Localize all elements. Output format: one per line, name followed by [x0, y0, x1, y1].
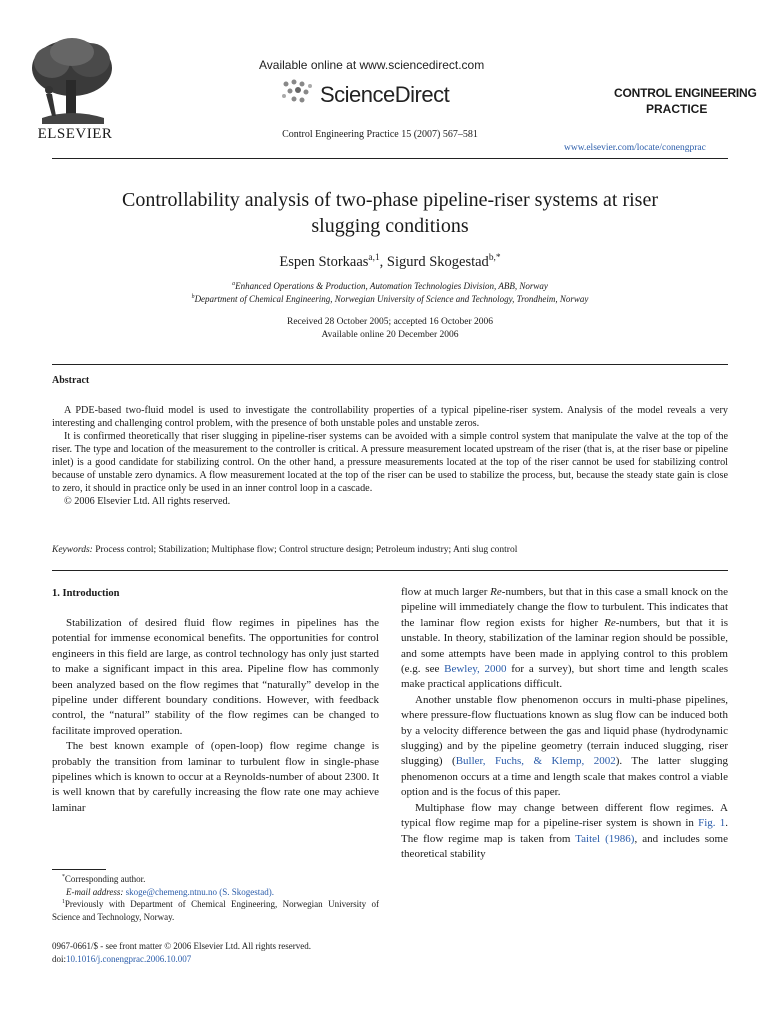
affiliation-a: [40, 281, 740, 291]
intro-paragraph-2: The best known example of (open-loop) flow regime change is probably the transition from laminar to turbulent flow in single-phase pipelines which is known to occur at a Reynolds-number of about 2300. It is well known that by carefully increasing the flow rate one may achieve laminar: [52, 740, 379, 814]
right-paragraph-1: [401, 585, 728, 693]
journal-reference: Control Engineering Practice 15 (2007) 567–581: [282, 129, 478, 140]
text-run: -numbers, but that in this case a small knock on the pipeline will immediately change the flow to turbulent. This indicates that the laminar flow region exists for higher: [401, 586, 728, 629]
keywords-list: Process control; Stabilization; Multiphase flow; Control structure design; Petroleum industry; Anti slug control: [95, 545, 518, 555]
title-rule: [52, 364, 728, 365]
abstract-paragraph-1: A PDE-based two-fluid model is used to investigate the controllability properties of a typical pipeline-riser system. Analysis of the model reveals a very interesting and challenging control problem, with the presence of both unstable poles and unstable zeros.: [52, 405, 728, 429]
reynolds-abbrev: Re: [490, 586, 502, 598]
right-paragraph-2: [401, 693, 728, 801]
author-storkaas: Espen Storkaas: [279, 254, 369, 270]
footnote-corresponding: [52, 873, 379, 886]
footnote-email-label: E-mail address:: [66, 886, 124, 897]
journal-url-link[interactable]: www.elsevier.com/locate/conengprac: [564, 143, 706, 153]
text-run: Multiphase flow may change between different flow regimes. A typical flow regime map for a pipeline-riser system is shown in: [401, 801, 728, 830]
left-column: [52, 616, 379, 816]
footnote-1-text: Previously with Department of Chemical Engineering, Norwegian University of Science and Technology, Norway.: [52, 899, 379, 922]
text-run: flow at much larger: [401, 586, 491, 598]
footnote-star-mark: *: [62, 874, 65, 880]
abstract-copyright: © 2006 Elsevier Ltd. All rights reserved.: [64, 496, 231, 507]
reynolds-abbrev: Re: [604, 616, 616, 629]
keywords-label: Keywords:: [52, 545, 93, 555]
affiliation-a-mark: a: [232, 281, 236, 287]
received-dates: Received 28 October 2005; accepted 16 October 2006: [286, 317, 494, 327]
footer-doi: [52, 954, 191, 964]
author-email-link[interactable]: skoge@chemeng.ntnu.no (S. Skogestad).: [125, 886, 274, 897]
citation-bewley-2000[interactable]: Bewley, 2000: [444, 663, 507, 676]
text-run: ). The latter slugging phenomenon occurs at a time and length scale that makes control a viable option and is the focus of this paper.: [401, 755, 728, 799]
text-run: . The flow regime map is taken from: [401, 817, 728, 845]
author2-affiliation-mark: b,*: [488, 253, 501, 264]
tree-icon: [22, 34, 122, 126]
text-run: -numbers, but that it is unstable. In theory, stabilization of the laminar region should be possible, and some attempts have been made in applying control to this problem (e.g. see: [401, 616, 728, 676]
footnote-rule: [52, 869, 106, 870]
section-heading-introduction: 1. Introduction: [52, 588, 120, 599]
journal-name-line1: CONTROL ENGINEERING: [614, 86, 757, 100]
text-run: Another unstable flow phenomenon occurs in multi-phase pipelines, where pressure-flow fluctuations known as slug flow can be induced both by a velocity difference between the gas and liquid phase (hydrodynamic slugging) and by the pipeline geometry (terrain induced slugging, riser slugging) (: [401, 693, 728, 768]
abstract-rule: [52, 570, 728, 571]
footnotes: [52, 873, 379, 923]
author-separator: ,: [379, 254, 387, 270]
sciencedirect-logo[interactable]: [280, 76, 480, 112]
affiliation-b-text: Department of Chemical Engineering, Norwegian University of Science and Technology, Trondheim, Norway: [194, 294, 589, 304]
text-run: , and includes some theoretical stability: [401, 832, 728, 860]
citation-buller-2002[interactable]: Buller, Fuchs, & Klemp, 2002: [455, 755, 616, 768]
intro-paragraph-1: Stabilization of desired fluid flow regimes in pipelines has the potential for immense economical benefits. The opportunities for control engineers in this field are large, as control technology has only just started to make a significant impact in this area. Pipeline flow has commonly been analyzed based on the flow regimes that “naturally” develop in the pipeline under different boundary conditions. However, with feedback control, the “natural” stability of the flow regimes can be changed to facilitate improved operation.: [52, 617, 379, 737]
elsevier-tree-logo: [22, 34, 122, 126]
authors: [40, 254, 740, 271]
text-run: for a survey), but short time and length scales make practical applications difficult.: [401, 663, 729, 691]
publisher-name: ELSEVIER: [37, 126, 113, 142]
footer-issn: 0967-0661/$ - see front matter © 2006 Elsevier Ltd. All rights reserved.: [52, 941, 312, 951]
journal-name-line2: PRACTICE: [646, 102, 708, 116]
footnote-1: [52, 898, 379, 923]
abstract-paragraph-2: It is confirmed theoretically that riser slugging in pipeline-riser systems can be avoided with a simple control system that manipulate the valve at the top of the riser. The type and location of the measurement to the controller is critical. A pressure measurement located upstream of the riser (that is, at the riser base or pipeline inlet) is a good candidate for stabilizing control. On the other hand, a pressure measurements located at the top of the riser cannot be used for stabilizing control because of unstable zero dynamics. A flow measurement located at the top of the riser can be used to stabilize the process, but, because the steady state gain is close to zero, it should in practice only be used in an inner control loop in a cascade.: [52, 431, 728, 494]
footnote-email: [52, 886, 379, 899]
doi-label: doi:: [52, 954, 67, 964]
author-skogestad: Sigurd Skogestad: [386, 254, 489, 270]
available-online-date: Available online 20 December 2006: [321, 330, 459, 340]
sciencedirect-dots-icon: [280, 78, 316, 108]
figure-1-link[interactable]: Fig. 1: [698, 817, 726, 830]
footnote-1-mark: 1: [62, 899, 65, 905]
doi-link[interactable]: 10.1016/j.conengprac.2006.10.007: [66, 954, 192, 964]
affiliation-b: [40, 294, 740, 304]
article-title-line2: slugging conditions: [311, 215, 469, 237]
right-column: [401, 585, 728, 862]
abstract-heading: Abstract: [52, 375, 90, 386]
author1-affiliation-mark: a,1: [368, 253, 380, 264]
abstract-body: [52, 404, 728, 508]
article-title-line1: Controllability analysis of two-phase pipeline-riser systems at riser: [122, 189, 658, 211]
header-rule: [52, 158, 728, 159]
affiliation-b-mark: b: [191, 294, 195, 300]
footnote-corresponding-text: Corresponding author.: [64, 874, 146, 884]
citation-taitel-1986[interactable]: Taitel (1986): [575, 832, 635, 845]
available-online-text[interactable]: Available online at www.sciencedirect.com: [259, 58, 485, 72]
sciencedirect-brand: ScienceDirect: [320, 82, 450, 107]
keywords-line: [52, 545, 728, 555]
affiliation-a-text: Enhanced Operations & Production, Automation Technologies Division, ABB, Norway: [235, 281, 548, 291]
right-paragraph-3: [401, 801, 728, 863]
